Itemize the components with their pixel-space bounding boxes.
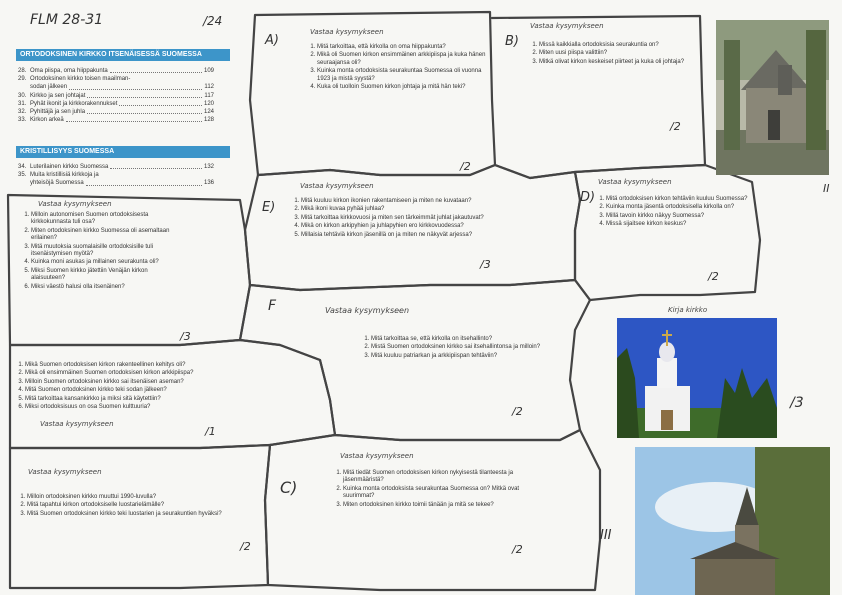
question: 3. Millä tavoin kirkko näkyy Suomessa? <box>606 213 756 220</box>
question: 3. Mitä muutoksia suomalaisille ortodoksisille tuli itsenäistymisen myötä? <box>31 244 181 259</box>
question: 2. Mikä oli Suomen kirkon ensimmäinen arkkipiispa ja kuka hänen seuraajansa oli? <box>317 52 487 67</box>
piece-c-questions <box>332 470 528 510</box>
question: 4. Kuka oli tuolloin Suomen kirkon johtaja ja mitä hän teki? <box>317 84 487 91</box>
toc-row: 34. Luterilainen kirkko Suomessa 132 <box>18 164 214 170</box>
question: 1. Mitä tarkoittaa, että kirkolla on oma hiippakunta? <box>317 44 487 51</box>
piece-d-label: Vastaa kysymykseen <box>598 178 672 186</box>
photo-mid-score: /3 <box>790 395 804 411</box>
toc-row: 33. Kirkon arkeā 128 <box>18 117 214 124</box>
question: 3. Mitä kuuluu patriarkan ja arkkipiispan tehtäviin? <box>371 353 541 360</box>
piece-left-label: Vastaa kysymykseen <box>38 200 112 208</box>
question: 1. Missä kaikkialla ortodoksisia seurakuntia on? <box>539 42 689 49</box>
question: 6. Miksi ortodoksisuus on osa Suomen kulttuuria? <box>25 404 325 411</box>
header-page: /24 <box>203 14 223 28</box>
question: 5. Mitä tarkoittaa kansankirkko ja miksi sitä käytettiin? <box>25 396 325 403</box>
question: 5. Miksi Suomen kirkko jätettiin Venäjän kirkon alaisuuteen? <box>31 268 181 283</box>
question: 1. Milloin ortodoksinen kirkko muuttui 1990-luvulla? <box>27 494 257 501</box>
question: 2. Mikä oli ensimmäinen Suomen ortodoksisen kirkon arkkipiispa? <box>25 370 325 377</box>
toc-section1 <box>18 67 214 124</box>
toc-section1-title: ORTODOKSINEN KIRKKO ITSENÄISESSÄ SUOMESSA <box>16 49 230 61</box>
piece-b-label: Vastaa kysymykseen <box>530 22 604 30</box>
piece-e-label: Vastaa kysymykseen <box>300 182 374 190</box>
question: 1. Mikä Suomen ortodoksisen kirkon rakenteellinen kehitys oli? <box>25 362 325 369</box>
piece-e-questions <box>290 198 581 240</box>
piece-f-questions <box>360 336 541 361</box>
piece-a-questions <box>306 44 487 92</box>
church-photo-white <box>617 318 777 438</box>
question: 3. Mitkä olivat kirkon keskeiset piirteet ja kuka oli johtaja? <box>539 59 689 66</box>
header-code: FLM 28-31 <box>30 12 104 28</box>
piece-a-label: Vastaa kysymykseen <box>310 28 384 36</box>
question: 4. Mitä Suomen ortodoksinen kirkko teki sodan jälkeen? <box>25 387 325 394</box>
piece-f-mark: F <box>268 298 277 314</box>
question: 2. Miten ortodoksinen kirkko Suomessa oli asemaltaan erilainen? <box>31 228 181 243</box>
piece-d-mark: D) <box>580 190 596 205</box>
question: 2. Mitä tapahtui kirkon ortodoksiselle luostarielämälle? <box>27 502 257 509</box>
piece-b-questions <box>528 42 689 67</box>
piece-bl-questions <box>16 494 257 519</box>
question: 6. Miksi väestö halusi olla itsenäinen? <box>31 284 181 291</box>
toc-row: 32. Pyhittäjä ja sen juhla 124 <box>18 109 214 116</box>
piece-a-mark: A) <box>265 33 279 48</box>
piece-left-questions <box>20 212 181 292</box>
question: 3. Milloin Suomen ortodoksinen kirkko sai itsenäisen aseman? <box>25 379 325 386</box>
question: 2. Mistä Suomen ortodoksinen kirkko sai itsehallintonsa ja milloin? <box>371 344 541 351</box>
piece-f-label: Vastaa kysymykseen <box>325 306 410 315</box>
question: 3. Mitä tarkoittaa kirkkovuosi ja miten sen tärkeimmät juhlat jakautuvat? <box>301 215 581 222</box>
photo-mid-label: Kirja kirkko <box>668 306 708 314</box>
question: 4. Missä sijaitsee kirkon keskus? <box>606 221 756 228</box>
question: 4. Mikä on kirkon arkipyhien ja juhlapyhien ero kirkkovuodessa? <box>301 223 581 230</box>
piece-d-score: /2 <box>708 270 719 283</box>
photo-bottom-mark: III <box>600 528 612 543</box>
piece-b-score: /2 <box>670 120 681 133</box>
piece-f-score: /2 <box>512 405 523 418</box>
piece-e-mark: E) <box>262 200 276 215</box>
question: 5. Millaisia tehtäviä kirkon jäsenillä on ja miten ne näkyvät arjessa? <box>301 232 581 239</box>
toc-row: 31. Pyhät ikonit ja kirkkorakennukset 120 <box>18 100 214 107</box>
church-photo-wooden <box>716 20 829 175</box>
church-photo-belltower <box>635 447 830 595</box>
piece-e-score: /3 <box>480 258 491 271</box>
piece-bl-score: /2 <box>240 540 251 553</box>
question: 2. Mikä ikoni kuvaa pyhää juhlaa? <box>301 206 581 213</box>
piece-bl-label: Vastaa kysymykseen <box>28 468 102 476</box>
question: 3. Miten ortodoksinen kirkko toimii tänään ja mitä se tekee? <box>343 502 528 509</box>
piece-mid-questions <box>14 362 325 412</box>
piece-c-mark: C) <box>280 478 298 497</box>
toc-row: 29. Ortodoksinen kirkko toisen maailman- <box>18 76 131 83</box>
toc-row: yhteisöjä Suomessa 136 <box>30 180 214 187</box>
toc-row: 30. Kirkko ja sen johtajat 117 <box>18 92 214 99</box>
toc-row: sodan jälkeen 112 <box>30 84 214 91</box>
question: 2. Kuinka monta jäsentä ortodoksisella kirkolla on? <box>606 204 756 211</box>
piece-left-score: /3 <box>180 330 191 343</box>
question: 4. Kuinka moni asukas ja millainen seurakunta oli? <box>31 259 181 266</box>
question: 2. Miten uusi piispa valittiin? <box>539 50 689 57</box>
toc-section2-title: KRISTILLISYYS SUOMESSA <box>16 146 230 158</box>
photo-top-mark: II <box>823 182 830 195</box>
question: 1. Milloin autonomisen Suomen ortodoksisesta kirkkokunnasta tuli osa? <box>31 212 181 227</box>
piece-c-score: /2 <box>512 543 523 556</box>
piece-c-label: Vastaa kysymykseen <box>340 452 414 460</box>
question: 1. Mitä tarkoittaa se, että kirkolla on itsehallinto? <box>371 336 541 343</box>
toc-row: 35. Muita kristillisiä kirkkoja ja <box>18 172 99 179</box>
question: 1. Mitä kuuluu kirkon ikonien rakentamiseen ja miten ne kuvataan? <box>301 198 581 205</box>
question: 1. Mitä ortodoksisen kirkon tehtäviin kuuluu Suomessa? <box>606 196 756 203</box>
piece-mid-label: Vastaa kysymykseen <box>40 420 114 428</box>
piece-d-questions <box>595 196 756 230</box>
question: 2. Kuinka monta ortodoksista seurakuntaa Suomessa on? Mitkä ovat suurimmat? <box>343 486 528 501</box>
question: 3. Kuinka monta ortodoksista seurakuntaa Suomessa oli vuonna 1923 ja mistä syystä? <box>317 68 487 83</box>
piece-a-score: /2 <box>460 160 471 173</box>
toc-row: 28. Oma piispa, oma hiippakunta 109 <box>18 68 214 74</box>
piece-b-mark: B) <box>505 34 519 49</box>
question: 3. Mitä Suomen ortodoksinen kirkko teki luostarien ja seurakuntien hyväksi? <box>27 511 257 518</box>
question: 1. Mitä tiedät Suomen ortodoksisen kirkon nykyisestä tilanteesta ja jäsenmääristä? <box>343 470 528 485</box>
toc-section2 <box>18 163 214 188</box>
piece-mid-score: /1 <box>205 425 216 438</box>
